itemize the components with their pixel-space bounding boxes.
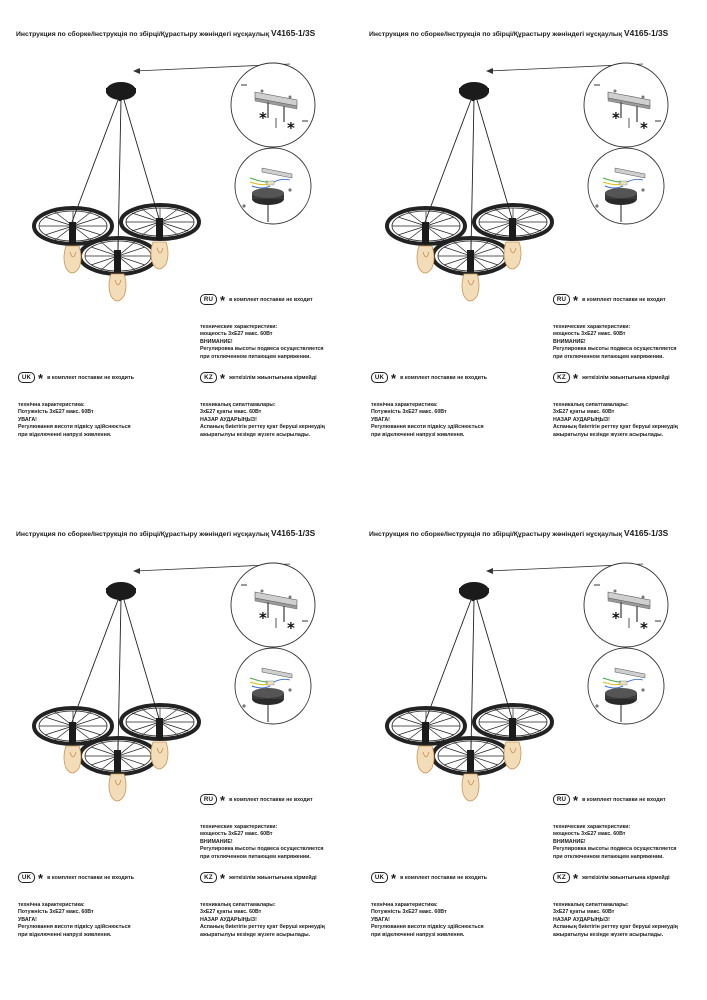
uk-badge: UK — [18, 872, 35, 883]
instruction-sheet — [0, 500, 353, 1000]
kz-note-line2: ажыратылуы кезінде жүзеге асырылады. — [200, 931, 311, 938]
kz-not-included-row — [553, 371, 670, 386]
suspension-cables — [72, 100, 160, 250]
asterisk-icon: * — [220, 371, 226, 386]
kz-note-line1: Аспаның биіктігін реттеу қуат беруші кернеудің — [553, 924, 678, 931]
ru-specs-heading: технические характеристики: — [553, 824, 631, 830]
ru-warning: ВНИМАНИЕ! — [200, 838, 233, 845]
ru-warning: ВНИМАНИЕ! — [553, 338, 586, 345]
svg-text:*: * — [287, 619, 295, 637]
svg-text:*: * — [640, 119, 648, 137]
uk-specs — [18, 402, 131, 439]
uk-not-included-row — [18, 371, 134, 386]
uk-specs-heading: технічна характеристика: — [18, 902, 85, 908]
uk-note-line1: Регулювання висоти підвісу здійснюється — [371, 924, 484, 931]
uk-power: Потужність 3хЕ27 макс. 60Вт — [371, 409, 447, 416]
title-text: Инструкция по сборке/Інструкція по збірці/Құрастыру жөніндегі нұсқаулық — [369, 31, 625, 38]
kz-badge: KZ — [553, 372, 570, 383]
kz-badge: KZ — [553, 872, 570, 883]
kz-specs — [553, 902, 678, 939]
ru-note-line2: при отключенном питающем напряжении. — [553, 853, 664, 860]
kz-specs-heading: техникалық сипаттамалары: — [200, 402, 276, 408]
kz-note-line2: ажыратылуы кезінде жүзеге асырылады. — [553, 431, 664, 438]
kz-specs-heading: техникалық сипаттамалары: — [553, 902, 629, 908]
model-number: V4165-1/3S — [271, 528, 316, 538]
kz-specs — [200, 902, 325, 939]
mounting-bracket-icon — [584, 563, 668, 647]
kz-note-line2: ажыратылуы кезінде жүзеге асырылады. — [553, 931, 664, 938]
uk-specs-heading: технічна характеристика: — [371, 902, 438, 908]
uk-note-line2: при відключенні напрузі живлення. — [18, 931, 112, 938]
ru-specs-heading: технические характеристики: — [200, 824, 278, 830]
uk-specs-heading: технічна характеристика: — [18, 402, 85, 408]
wiring-connection-icon — [588, 148, 664, 224]
mounting-bracket-icon — [231, 63, 315, 147]
asterisk-icon: * — [38, 371, 44, 386]
uk-not-included-row — [371, 871, 487, 886]
uk-power: Потужність 3хЕ27 макс. 60Вт — [371, 909, 447, 916]
svg-text:*: * — [287, 119, 295, 137]
pointer-arrow-head — [133, 68, 140, 74]
svg-text:*: * — [259, 109, 267, 127]
uk-warning: УВАГА! — [371, 416, 390, 423]
pointer-arrow-head — [486, 68, 493, 74]
uk-not-included: в комплект поставки не входить — [400, 374, 487, 381]
ru-note-line1: Регулировка высоты подвеса осуществляется — [553, 346, 677, 353]
uk-note-line1: Регулювання висоти підвісу здійснюється — [18, 424, 131, 431]
ru-not-included: в комплект поставки не входит — [229, 296, 313, 303]
kz-note-line1: Аспаның биіктігін реттеу қуат беруші кернеудің — [553, 424, 678, 431]
suspension-cables — [425, 100, 513, 250]
svg-text:*: * — [612, 109, 620, 127]
ru-note-line2: при отключенном питающем напряжении. — [200, 853, 311, 860]
uk-warning: УВАГА! — [18, 916, 37, 923]
kz-not-included: жеткізілім жиынтығына кірмейді — [582, 874, 670, 881]
uk-specs — [371, 402, 484, 439]
kz-specs — [200, 402, 325, 439]
kz-warning: НАЗАР АУДАРЫҢЫЗ! — [200, 416, 257, 423]
uk-badge: UK — [371, 372, 388, 383]
ru-power: мощность 3хЕ27 макс. 60Вт — [200, 331, 273, 338]
uk-not-included-row — [371, 371, 487, 386]
ru-not-included-row — [553, 293, 666, 308]
asterisk-icon: * — [220, 793, 226, 808]
kz-not-included: жеткізілім жиынтығына кірмейді — [582, 374, 670, 381]
kz-power: 3хЕ27 қуаты макс. 60Вт — [200, 409, 262, 416]
kz-warning: НАЗАР АУДАРЫҢЫЗ! — [200, 916, 257, 923]
instruction-sheet — [353, 0, 706, 500]
wiring-connection-icon — [235, 648, 311, 724]
ru-power: мощность 3хЕ27 макс. 60Вт — [553, 331, 626, 338]
uk-power: Потужність 3хЕ27 макс. 60Вт — [18, 909, 94, 916]
asterisk-icon: * — [573, 371, 579, 386]
ru-power: мощность 3хЕ27 макс. 60Вт — [200, 831, 273, 838]
mounting-bracket-icon — [584, 63, 668, 147]
bulb-icon — [417, 722, 434, 773]
kz-not-included-row — [553, 871, 670, 886]
svg-text:*: * — [612, 609, 620, 627]
mounting-bracket-icon — [231, 563, 315, 647]
suspension-cables — [425, 600, 513, 750]
kz-warning: НАЗАР АУДАРЫҢЫЗ! — [553, 916, 610, 923]
title-text: Инструкция по сборке/Інструкція по збірці/Құрастыру жөніндегі нұсқаулық — [16, 31, 272, 38]
kz-not-included-row — [200, 371, 317, 386]
kz-badge: KZ — [200, 872, 217, 883]
uk-specs-heading: технічна характеристика: — [371, 402, 438, 408]
kz-not-included: жеткізілім жиынтығына кірмейді — [229, 874, 317, 881]
ru-specs — [553, 324, 677, 361]
ru-specs — [200, 324, 324, 361]
kz-not-included-row — [200, 871, 317, 886]
ru-warning: ВНИМАНИЕ! — [553, 838, 586, 845]
ru-not-included-row — [200, 293, 313, 308]
ru-badge: RU — [200, 294, 217, 305]
svg-text:*: * — [640, 619, 648, 637]
ru-specs-heading: технические характеристики: — [200, 324, 278, 330]
ru-warning: ВНИМАНИЕ! — [200, 338, 233, 345]
ru-badge: RU — [200, 794, 217, 805]
ru-badge: RU — [553, 294, 570, 305]
kz-power: 3хЕ27 қуаты макс. 60Вт — [553, 409, 615, 416]
ru-not-included-row — [200, 793, 313, 808]
ru-power: мощность 3хЕ27 макс. 60Вт — [553, 831, 626, 838]
kz-note-line1: Аспаның биіктігін реттеу қуат беруші кернеудің — [200, 424, 325, 431]
suspension-cables — [72, 600, 160, 750]
kz-specs-heading: техникалық сипаттамалары: — [553, 402, 629, 408]
asterisk-icon: * — [220, 871, 226, 886]
ru-note-line1: Регулировка высоты подвеса осуществляется — [200, 346, 324, 353]
ru-specs — [200, 824, 324, 861]
asterisk-icon: * — [220, 293, 226, 308]
uk-not-included-row — [18, 871, 134, 886]
uk-not-included: в комплект поставки не входить — [47, 874, 134, 881]
ru-specs — [553, 824, 677, 861]
asterisk-icon: * — [573, 293, 579, 308]
bulb-icon — [64, 222, 81, 273]
uk-warning: УВАГА! — [371, 916, 390, 923]
instruction-sheet — [353, 500, 706, 1000]
uk-specs — [371, 902, 484, 939]
wiring-connection-icon — [588, 648, 664, 724]
svg-text:*: * — [259, 609, 267, 627]
ru-badge: RU — [553, 794, 570, 805]
ru-not-included: в комплект поставки не входит — [582, 296, 666, 303]
bulb-icon — [64, 722, 81, 773]
kz-power: 3хЕ27 қуаты макс. 60Вт — [200, 909, 262, 916]
uk-power: Потужність 3хЕ27 макс. 60Вт — [18, 409, 94, 416]
uk-badge: UK — [371, 872, 388, 883]
ru-not-included-row — [553, 793, 666, 808]
title-text: Инструкция по сборке/Інструкція по збірці/Құрастыру жөніндегі нұсқаулық — [16, 531, 272, 538]
asterisk-icon: * — [573, 793, 579, 808]
uk-warning: УВАГА! — [18, 416, 37, 423]
ceiling-canopy-icon — [106, 582, 136, 601]
uk-note-line2: при відключенні напрузі живлення. — [371, 931, 465, 938]
ru-not-included: в комплект поставки не входит — [229, 796, 313, 803]
kz-not-included: жеткізілім жиынтығына кірмейді — [229, 374, 317, 381]
ceiling-canopy-icon — [459, 582, 489, 601]
ru-specs-heading: технические характеристики: — [553, 324, 631, 330]
asterisk-icon: * — [391, 371, 397, 386]
title-text: Инструкция по сборке/Інструкція по збірці/Құрастыру жөніндегі нұсқаулық — [369, 531, 625, 538]
ru-note-line1: Регулировка высоты подвеса осуществляется — [200, 846, 324, 853]
uk-note-line2: при відключенні напрузі живлення. — [371, 431, 465, 438]
kz-specs-heading: техникалық сипаттамалары: — [200, 902, 276, 908]
kz-note-line1: Аспаның биіктігін реттеу қуат беруші кернеудің — [200, 924, 325, 931]
model-number: V4165-1/3S — [624, 28, 669, 38]
kz-power: 3хЕ27 қуаты макс. 60Вт — [553, 909, 615, 916]
ceiling-canopy-icon — [106, 82, 136, 101]
pointer-arrow-head — [133, 568, 140, 574]
uk-note-line1: Регулювання висоти підвісу здійснюється — [18, 924, 131, 931]
bulb-icon — [417, 222, 434, 273]
uk-not-included: в комплект поставки не входить — [47, 374, 134, 381]
uk-specs — [18, 902, 131, 939]
pointer-arrow-head — [486, 568, 493, 574]
uk-badge: UK — [18, 372, 35, 383]
model-number: V4165-1/3S — [624, 528, 669, 538]
kz-warning: НАЗАР АУДАРЫҢЫЗ! — [553, 416, 610, 423]
ru-note-line2: при отключенном питающем напряжении. — [200, 353, 311, 360]
uk-not-included: в комплект поставки не входить — [400, 874, 487, 881]
asterisk-icon: * — [38, 871, 44, 886]
model-number: V4165-1/3S — [271, 28, 316, 38]
kz-specs — [553, 402, 678, 439]
ceiling-canopy-icon — [459, 82, 489, 101]
ru-not-included: в комплект поставки не входит — [582, 796, 666, 803]
uk-note-line2: при відключенні напрузі живлення. — [18, 431, 112, 438]
ru-note-line2: при отключенном питающем напряжении. — [553, 353, 664, 360]
asterisk-icon: * — [573, 871, 579, 886]
uk-note-line1: Регулювання висоти підвісу здійснюється — [371, 424, 484, 431]
instruction-sheet — [0, 0, 353, 500]
asterisk-icon: * — [391, 871, 397, 886]
kz-note-line2: ажыратылуы кезінде жүзеге асырылады. — [200, 431, 311, 438]
wiring-connection-icon — [235, 148, 311, 224]
ru-note-line1: Регулировка высоты подвеса осуществляется — [553, 846, 677, 853]
kz-badge: KZ — [200, 372, 217, 383]
